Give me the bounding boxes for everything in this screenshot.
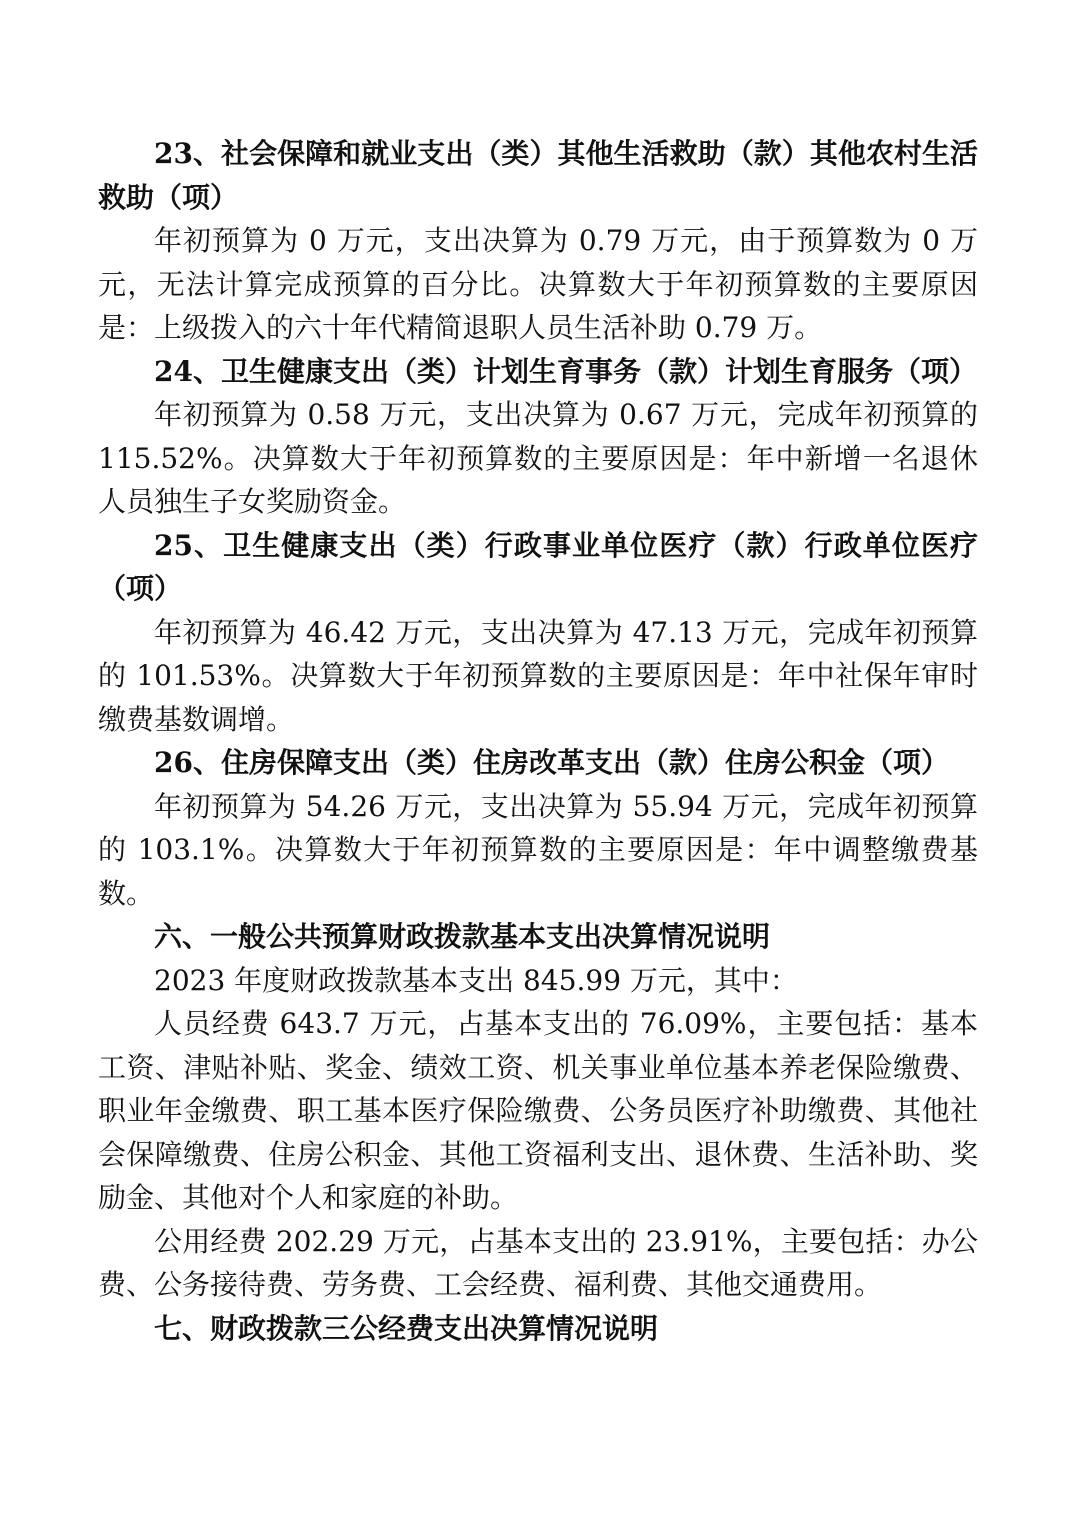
section-heading-7: 七、财政拨款三公经费支出决算情况说明 bbox=[154, 1311, 659, 1345]
paragraph-26-detail: 年初预算为 54.26 万元，支出决算为 55.94 万元，完成年初预算的 103.1%。决算数大于年初预算数的主要原因是：年中调整缴费基数。 bbox=[98, 789, 978, 910]
section-heading-23: 23、社会保障和就业支出（类）其他生活救助（款）其他农村生活救助（项） bbox=[98, 137, 978, 214]
document-page bbox=[98, 132, 978, 1350]
paragraph-basic-expenditure: 2023 年度财政拨款基本支出 845.99 万元，其中： bbox=[154, 963, 798, 997]
paragraph-personnel-expenses: 人员经费 643.7 万元，占基本支出的 76.09%，主要包括：基本工资、津贴补贴、奖金、绩效工资、机关事业单位基本养老保险缴费、职业年金缴费、职工基本医疗保险缴费、公务员医疗补助缴费、其他社会保障缴费、住房公积金、其他工资福利支出、退休费、生活补助、奖励金、其他对个人和家庭的补助。 bbox=[98, 1007, 978, 1214]
paragraph-public-expenses: 公用经费 202.29 万元，占基本支出的 23.91%，主要包括：办公费、公务接待费、劳务费、工会经费、福利费、其他交通费用。 bbox=[98, 1224, 978, 1301]
section-heading-6: 六、一般公共预算财政拨款基本支出决算情况说明 bbox=[154, 920, 771, 953]
paragraph-25-detail: 年初预算为 46.42 万元，支出决算为 47.13 万元，完成年初预算的 101.53%。决算数大于年初预算数的主要原因是：年中社保年审时缴费基数调增。 bbox=[98, 615, 978, 736]
section-heading-25: 25、卫生健康支出（类）行政事业单位医疗（款）行政单位医疗（项） bbox=[98, 528, 978, 605]
section-heading-24: 24、卫生健康支出（类）计划生育事务（款）计划生育服务（项） bbox=[154, 354, 977, 388]
section-heading-26: 26、住房保障支出（类）住房改革支出（款）住房公积金（项） bbox=[154, 746, 949, 779]
paragraph-23-detail: 年初预算为 0 万元，支出决算为 0.79 万元，由于预算数为 0 万元，无法计算完成预算的百分比。决算数大于年初预算数的主要原因是：上级拨入的六十年代精简退职人员生活补助 0.79 万。 bbox=[98, 224, 978, 344]
paragraph-24-detail: 年初预算为 0.58 万元，支出决算为 0.67 万元，完成年初预算的 115.52%。决算数大于年初预算数的主要原因是：年中新增一名退休人员独生子女奖励资金。 bbox=[98, 398, 978, 518]
